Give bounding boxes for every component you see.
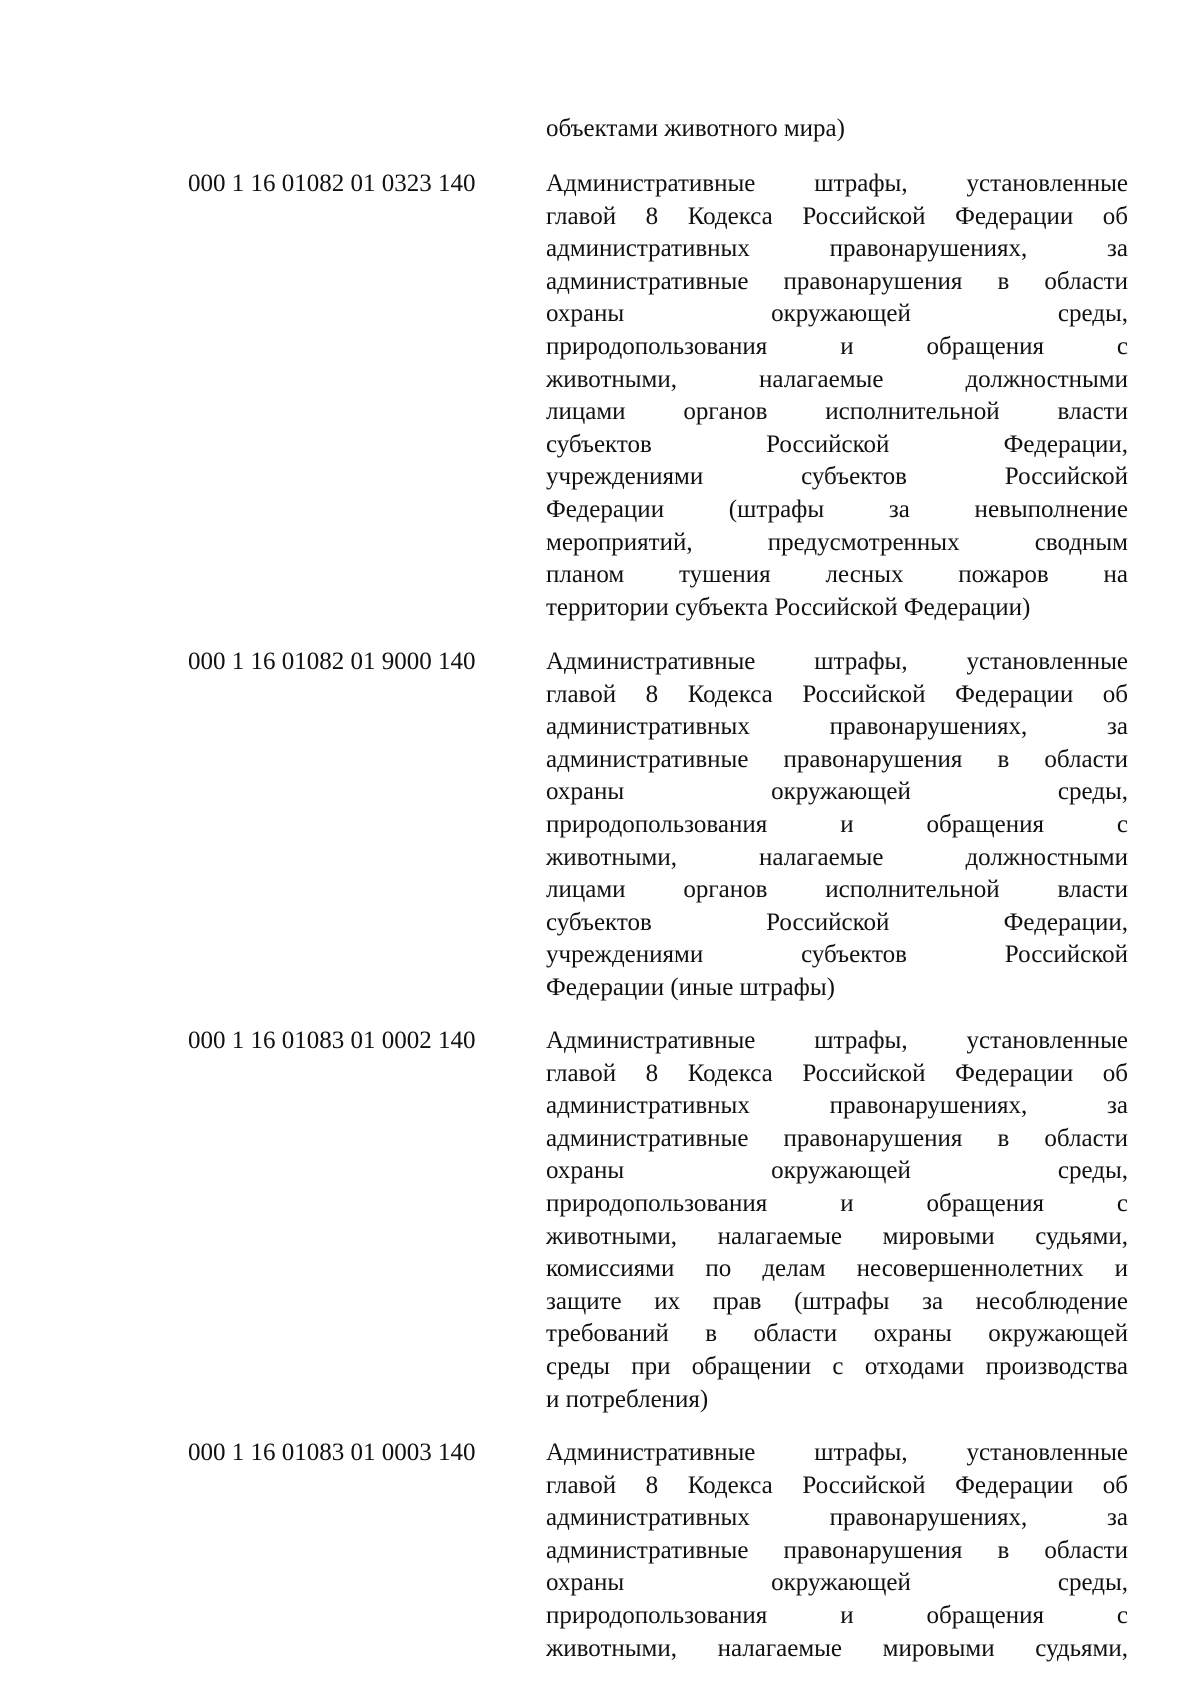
description-line: мероприятий, предусмотренных сводным <box>546 528 1128 556</box>
description-line: административные правонарушения в области <box>546 745 1128 773</box>
description-line: административных правонарушениях, за <box>546 235 1128 263</box>
description-line: главой 8 Кодекса Российской Федерации об <box>546 202 1128 230</box>
description-line: охраны окружающей среды, <box>546 300 1128 328</box>
description-line: административные правонарушения в области <box>546 1124 1128 1152</box>
description-line: природопользования и обращения с <box>546 1189 1128 1217</box>
description-line: учреждениями субъектов Российской <box>546 941 1128 969</box>
code-description <box>546 1025 1128 1416</box>
code-description <box>546 646 1128 1005</box>
description-line: Административные штрафы, установленные <box>546 648 1128 675</box>
description-line: и потребления) <box>546 1385 709 1413</box>
budget-code: 000 1 16 01083 01 0003 140 <box>188 1439 476 1466</box>
description-line: главой 8 Кодекса Российской Федерации об <box>546 1059 1128 1087</box>
description-line: защите их прав (штрафы за несоблюдение <box>546 1287 1128 1315</box>
description-line: Административные штрафы, установленные <box>546 1027 1128 1054</box>
description-line: охраны окружающей среды, <box>546 778 1128 806</box>
description-line: требований в области охраны окружающей <box>546 1320 1128 1348</box>
description-line: субъектов Российской Федерации, <box>546 430 1128 458</box>
description-line: животными, налагаемые должностными <box>546 365 1128 393</box>
description-line: учреждениями субъектов Российской <box>546 463 1128 491</box>
description-line: природопользования и обращения с <box>546 810 1128 838</box>
description-line: административных правонарушениях, за <box>546 1092 1128 1120</box>
description-line: главой 8 Кодекса Российской Федерации об <box>546 1471 1128 1499</box>
continuation-text: объектами животного мира) <box>546 115 845 142</box>
budget-code: 000 1 16 01082 01 0323 140 <box>188 170 476 197</box>
code-description <box>546 1437 1128 1665</box>
description-line: Федерации (иные штрафы) <box>546 973 835 1001</box>
description-line: животными, налагаемые должностными <box>546 843 1128 871</box>
description-line: главой 8 Кодекса Российской Федерации об <box>546 680 1128 708</box>
description-line: животными, налагаемые мировыми судьями, <box>546 1222 1128 1250</box>
description-line: субъектов Российской Федерации, <box>546 908 1128 936</box>
description-line: административные правонарушения в области <box>546 267 1128 295</box>
description-line: охраны окружающей среды, <box>546 1157 1128 1185</box>
description-line: планом тушения лесных пожаров на <box>546 561 1128 589</box>
description-line: административных правонарушениях, за <box>546 1504 1128 1532</box>
description-line: лицами органов исполнительной власти <box>546 876 1128 904</box>
code-description <box>546 168 1128 624</box>
budget-code: 000 1 16 01082 01 9000 140 <box>188 648 476 675</box>
description-line: лицами органов исполнительной власти <box>546 398 1128 426</box>
description-line: животными, налагаемые мировыми судьями, <box>546 1634 1128 1662</box>
description-line: охраны окружающей среды, <box>546 1569 1128 1597</box>
description-line: Административные штрафы, установленные <box>546 170 1128 197</box>
description-line: административных правонарушениях, за <box>546 713 1128 741</box>
budget-code: 000 1 16 01083 01 0002 140 <box>188 1027 476 1054</box>
description-line: Федерации (штрафы за невыполнение <box>546 495 1128 523</box>
description-line: среды при обращении с отходами производства <box>546 1352 1128 1380</box>
description-line: административные правонарушения в области <box>546 1536 1128 1564</box>
description-line: территории субъекта Российской Федерации) <box>546 593 1031 621</box>
description-line: Административные штрафы, установленные <box>546 1439 1128 1466</box>
description-line: комиссиями по делам несовершеннолетних и <box>546 1255 1128 1283</box>
description-line: природопользования и обращения с <box>546 332 1128 360</box>
description-line: природопользования и обращения с <box>546 1601 1128 1629</box>
